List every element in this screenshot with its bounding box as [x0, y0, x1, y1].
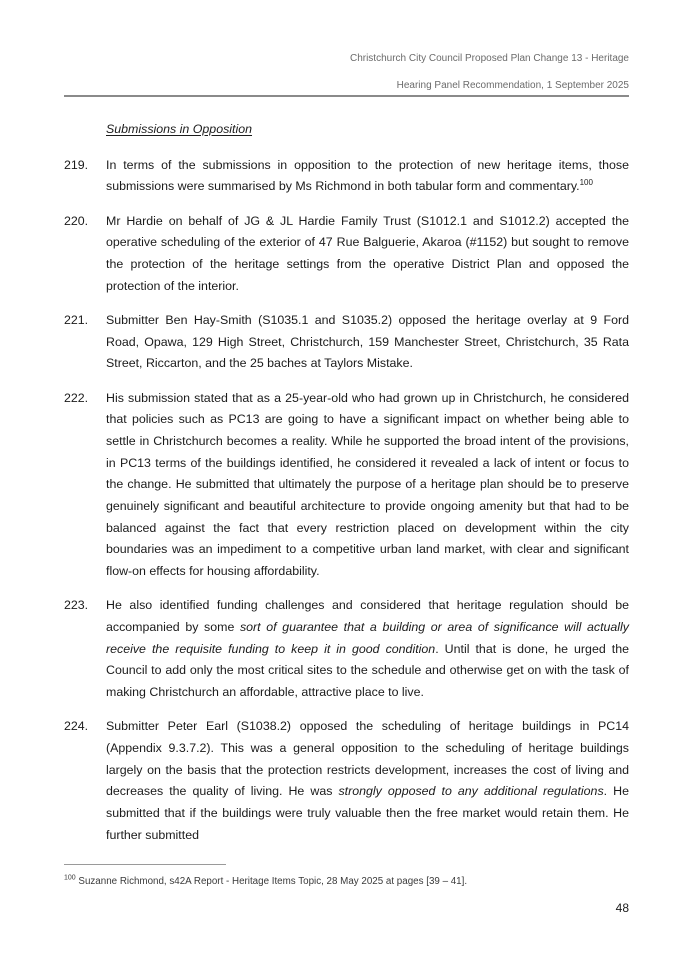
page-number: 48 [615, 901, 629, 915]
body-text: Submitter Peter Earl (S1038.2) opposed the scheduling of heritage buildings in PC14 (Appendix 9.3.7.2). This was a general opposition to the scheduling of heritage buildings largely on the basis that the protection restricts development, increases the cost of living and decreases the quality of living. He was [106, 719, 629, 799]
header-subtitle-line: Hearing Panel Recommendation, 1 September 2025 [396, 80, 629, 91]
paragraph [64, 211, 629, 298]
paragraph-number: 223. [64, 598, 89, 613]
header-title-line: Christchurch City Council Proposed Plan Change 13 - Heritage [349, 53, 629, 64]
body-text: In terms of the submissions in opposition to the protection of new heritage items, those submissions were summarised by Ms Richmond in both tabular form and commentary. [106, 157, 629, 194]
paragraph-list [64, 155, 629, 847]
paragraph-text [106, 211, 629, 298]
body-text: He also identified funding challenges and considered that heritage regulation should be accompanied by some [106, 598, 629, 635]
body-text: Mr Hardie on behalf of JG & JL Hardie Family Trust (S1012.1 and S1012.2) accepted the operative scheduling of the exterior of 47 Rue Balguerie, Akaroa (#1152) but sought to remove the protection of the heritage settings from the operative District Plan and opposed the protection of the interior. [106, 213, 629, 293]
body-text: His submission stated that as a 25-year-old who had grown up in Christchurch, he considered that policies such as PC13 are going to have a significant impact on whether being able to settle in Christchurch becomes a reality. While he supported the broad intent of the provisions, in PC13 terms of the buildings identified, he considered it revealed a lack of intent or focus to the change. He submitted that ultimately the purpose of a heritage plan should be to preserve genuinely significant and beautiful architecture to provide ongoing amenity but that had to be balanced against the fact that every restriction placed on development within the city boundaries was an impediment to a competitive urban land market, with clear and significant flow-on effects for housing affordability. [106, 390, 629, 579]
footnote-reference: 100 [579, 178, 593, 188]
emphasised-text: strongly opposed to any additional regulations [338, 784, 604, 799]
section-heading: Submissions in Opposition [106, 122, 253, 136]
paragraph [64, 155, 629, 198]
paragraph-text [106, 155, 629, 198]
paragraph-number: 220. [64, 213, 89, 228]
emphasised-text: sort of guarantee that a building or area of significance will actually receive the requisite funding to keep it in good condition [106, 620, 630, 656]
footnote-text: Suzanne Richmond, s42A Report - Heritage Items Topic, 28 May 2025 at pages [39 – 41]. [78, 876, 468, 887]
paragraph-text [106, 388, 629, 583]
body-text: . He submitted that if the buildings were truly valuable then the free market would retain them. He further submitted [106, 784, 629, 842]
body-text: . Until that is done, he urged the Council to add only the most critical sites to the schedule and otherwise get on with the task of making Christchurch an affordable, attractive place to live. [106, 641, 629, 700]
paragraph-text [106, 310, 629, 375]
header-rule [64, 95, 629, 97]
footnote-marker: 100 [64, 874, 76, 882]
paragraph [64, 595, 629, 704]
paragraph-number: 221. [64, 312, 89, 327]
paragraph-number: 224. [64, 719, 89, 734]
paragraph [64, 388, 629, 583]
footnote [64, 875, 629, 889]
paragraph-number: 219. [64, 157, 89, 172]
document-header [64, 52, 629, 92]
footnote-rule [64, 864, 226, 865]
paragraph-text [106, 595, 629, 704]
paragraph [64, 716, 629, 846]
paragraph [64, 310, 629, 375]
paragraph-number: 222. [64, 390, 89, 405]
document-body [64, 119, 629, 859]
body-text: Submitter Ben Hay-Smith (S1035.1 and S1035.2) opposed the heritage overlay at 9 Ford Road, Opawa, 129 High Street, Christchurch, 159 Manchester Street, Christchurch, 35 Rata Street, Riccarton, and the 25 baches at Taylors Mistake. [106, 312, 629, 371]
paragraph-text [106, 716, 629, 846]
